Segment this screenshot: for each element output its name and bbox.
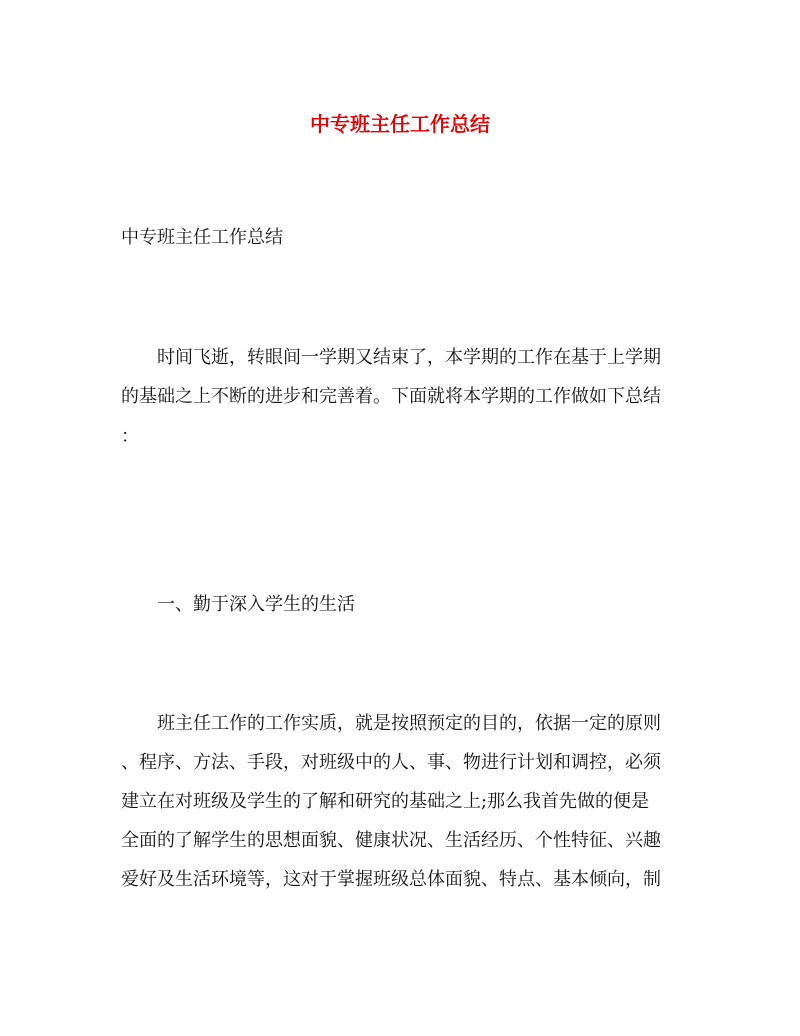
intro-line-2: 的基础之上不断的进步和完善着。下面就将本学期的工作做如下总结 [121, 386, 661, 407]
document-title: 中专班主任工作总结 [310, 112, 490, 136]
intro-line-1: 时间飞逝，转眼间一学期又结束了，本学期的工作在基于上学期 [157, 347, 661, 368]
document-subtitle: 中专班主任工作总结 [121, 227, 283, 248]
body-line-4: 全面的了解学生的思想面貌、健康状况、生活经历、个性特征、兴趣 [121, 830, 661, 851]
intro-line-3: ： [121, 426, 139, 447]
body-line-3: 建立在对班级及学生的了解和研究的基础之上;那么我首先做的便是 [121, 791, 650, 812]
body-line-5: 爱好及生活环境等，这对于掌握班级总体面貌、特点、基本倾向，制 [121, 869, 661, 890]
body-line-2: 、程序、方法、手段，对班级中的人、事、物进行计划和调控，必须 [121, 752, 661, 773]
body-line-1: 班主任工作的工作实质，就是按照预定的目的，依据一定的原则 [157, 713, 661, 734]
section-heading: 一、勤于深入学生的生活 [157, 594, 355, 615]
